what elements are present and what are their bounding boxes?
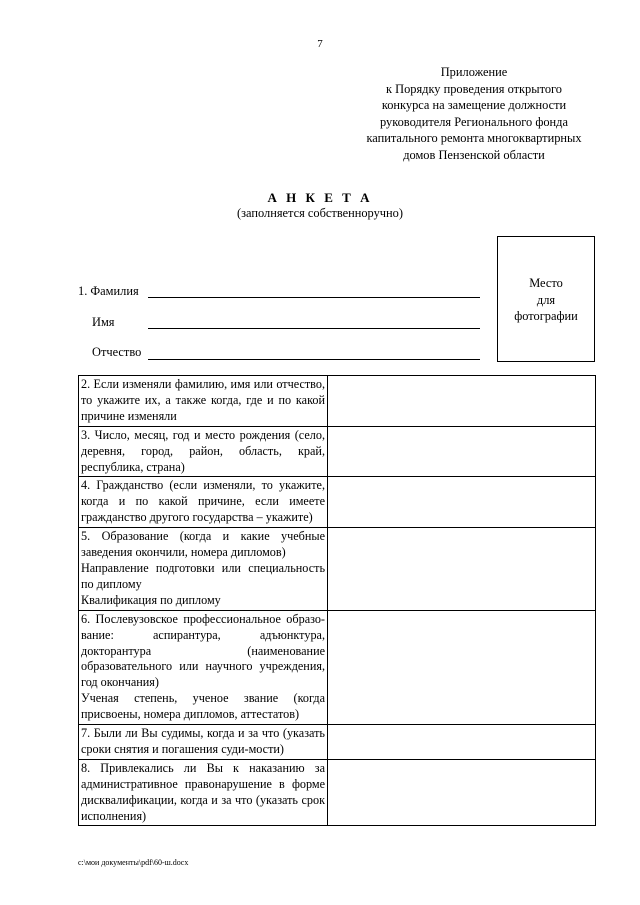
surname-field[interactable] bbox=[148, 297, 480, 298]
photo-label-line: фотографии bbox=[514, 309, 578, 323]
question-text: Направление подготовки или специальность по диплому bbox=[81, 560, 325, 591]
question-cell bbox=[79, 528, 328, 611]
table-row bbox=[79, 477, 596, 528]
answer-cell[interactable] bbox=[328, 376, 596, 427]
form-subtitle: (заполняется собственноручно) bbox=[237, 206, 403, 220]
question-text: 3. Число, месяц, год и место рождения (село, деревня, город, район, область, край, республика, страна) bbox=[81, 427, 325, 474]
appendix-line: капитального ремонта многоквартирных bbox=[366, 131, 582, 146]
question-text: 2. Если изменяли фамилию, имя или отчество, то укажите их, а также когда, где и по какой причине изменяли bbox=[81, 377, 325, 423]
appendix-line: к Порядку проведения открытого bbox=[386, 81, 562, 96]
answer-cell[interactable] bbox=[328, 610, 596, 724]
appendix-line: руководителя Регионального фонда bbox=[379, 114, 568, 129]
question-text: Квалификация по диплому bbox=[81, 592, 221, 607]
question-cell bbox=[79, 610, 328, 724]
table-row bbox=[79, 426, 596, 477]
question-cell bbox=[79, 477, 328, 528]
questionnaire-table bbox=[78, 375, 596, 826]
photo-placeholder bbox=[497, 236, 595, 362]
patronymic-label: Отчество bbox=[92, 345, 142, 359]
name-field[interactable] bbox=[148, 328, 480, 329]
question-text: Ученая степень, ученое звание (когда присвоены, номера дипломов, аттестатов) bbox=[81, 691, 325, 722]
form-title: А Н К Е Т А bbox=[267, 190, 373, 205]
answer-cell[interactable] bbox=[328, 759, 596, 826]
question-cell bbox=[79, 426, 328, 477]
table-row bbox=[79, 376, 596, 427]
appendix-line: конкурса на замещение должности bbox=[381, 98, 567, 113]
answer-cell[interactable] bbox=[328, 528, 596, 611]
question-text: 8. Привлекались ли Вы к наказанию за административное правонарушение в форме дисквалификации, когда и за что (указать срок исполнения) bbox=[81, 760, 325, 823]
page-number: 7 bbox=[317, 38, 323, 50]
name-label: Имя bbox=[92, 315, 115, 329]
photo-label-line: для bbox=[536, 292, 556, 307]
appendix-line: Приложение bbox=[440, 65, 508, 79]
question-text: 5. Образование (когда и какие учебные заведения окончили, номера дипломов) bbox=[81, 529, 325, 560]
appendix-line: домов Пензенской области bbox=[403, 147, 545, 162]
footer-file-path: c:\мои документы\pdf\60-ш.docx bbox=[78, 858, 189, 867]
answer-cell[interactable] bbox=[328, 477, 596, 528]
answer-cell[interactable] bbox=[328, 725, 596, 760]
surname-label: 1. Фамилия bbox=[78, 284, 139, 298]
answer-cell[interactable] bbox=[328, 426, 596, 477]
table-row bbox=[79, 528, 596, 611]
question-text: 4. Гражданство (если изменяли, то укажите, когда и по какой причине, если имеете гражданство другого государства – укажите) bbox=[81, 478, 325, 525]
question-cell bbox=[79, 376, 328, 427]
appendix-header bbox=[350, 64, 598, 164]
table-row bbox=[79, 725, 596, 760]
photo-label-line: Место bbox=[529, 276, 563, 290]
question-cell bbox=[79, 725, 328, 760]
question-cell bbox=[79, 759, 328, 826]
question-text: 7. Были ли Вы судимы, когда и за что (указать сроки снятия и погашения суди-мости) bbox=[81, 726, 325, 756]
table-row bbox=[79, 759, 596, 826]
patronymic-field[interactable] bbox=[148, 359, 480, 360]
table-row bbox=[79, 610, 596, 724]
question-text: 6. Послевузовское профессиональное образо-вание: аспирантура, адъюнктура, докторантура (наименование образовательного или научного учреждения, год окончания) bbox=[81, 611, 325, 690]
photo-placeholder-label bbox=[498, 275, 594, 325]
